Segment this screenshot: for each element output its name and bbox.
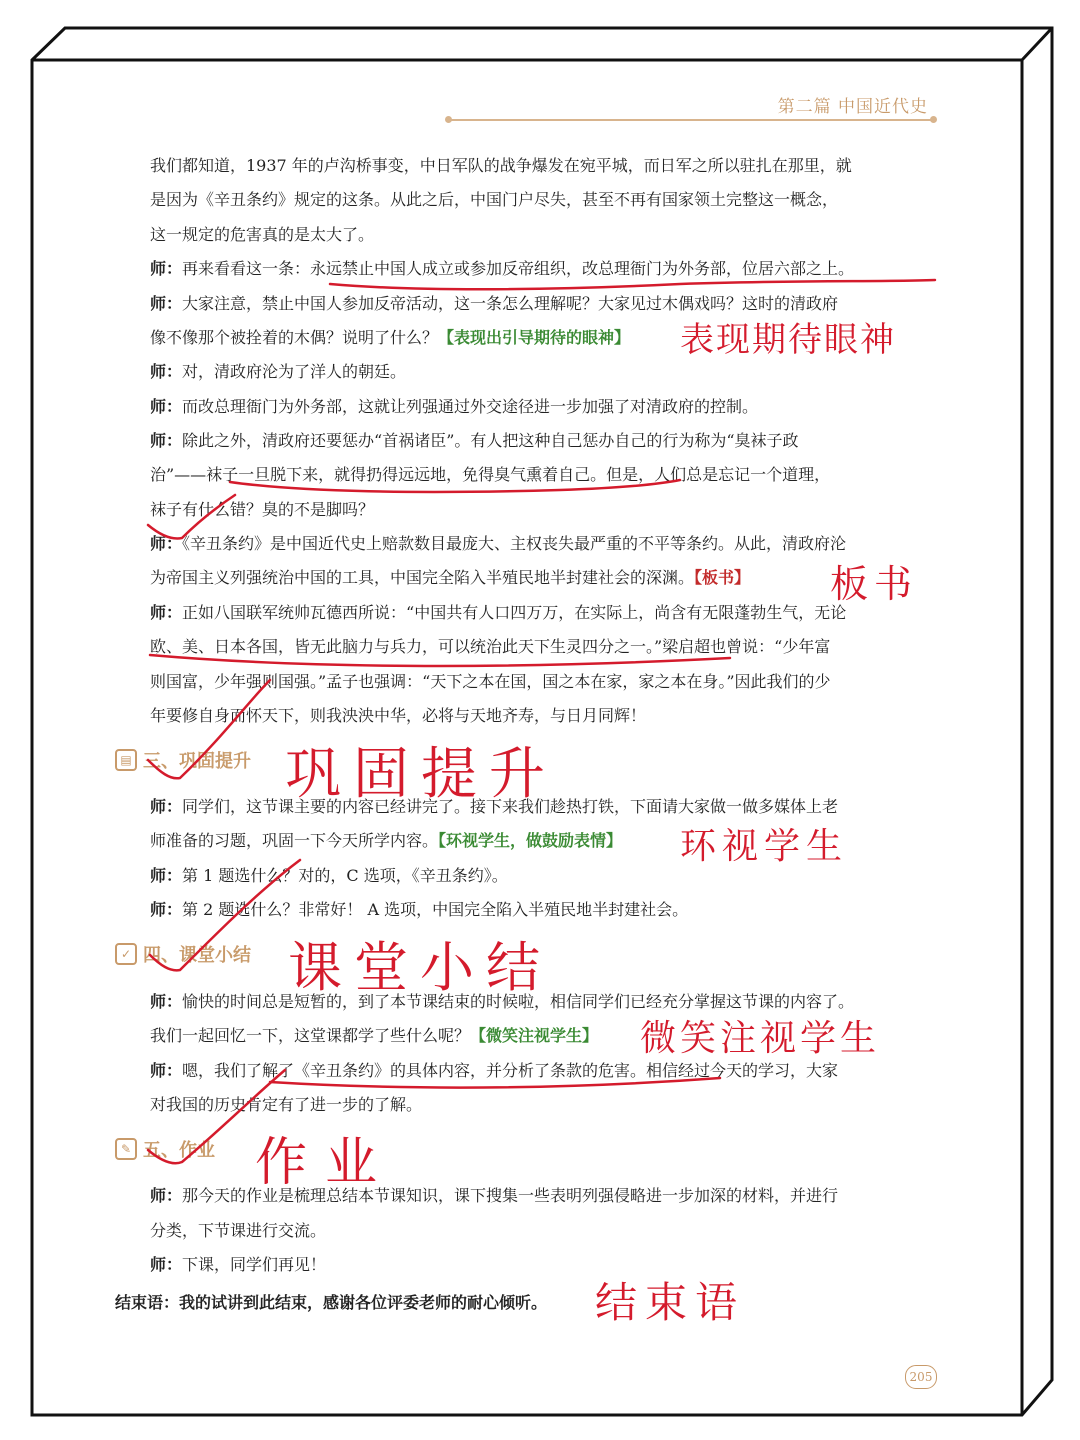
speaker-label: 师：	[150, 431, 183, 450]
handwritten-note: 巩固提升	[285, 742, 557, 807]
dialogue-line	[150, 362, 940, 382]
speaker-label: 师：	[150, 1061, 183, 1080]
speaker-label: 师：	[150, 534, 183, 553]
speaker-label: 师：	[150, 259, 183, 278]
section-heading-4	[115, 940, 251, 968]
speaker-label: 师：	[150, 603, 183, 622]
handwritten-note: 环视学生	[680, 826, 849, 867]
dialogue-line: 则国富，少年强则国强。”孟子也强调：“天下之本在国，国之本在家，家之本在身。”因此我们的少	[150, 672, 831, 691]
handwritten-note: 微笑注视学生	[640, 1018, 881, 1059]
speaker-label: 师：	[150, 294, 183, 313]
speaker-label: 师：	[150, 1186, 183, 1205]
dialogue-line	[150, 603, 940, 623]
section-icon: ▤	[115, 749, 137, 771]
speaker-label: 师：	[150, 992, 183, 1011]
section-title: 五、作业	[143, 1140, 215, 1161]
stage-note: 【表现出引导期待的眼神】	[438, 328, 631, 347]
homework-icon: ✎	[115, 1138, 137, 1160]
dialogue-text: 那今天的作业是梳理总结本节课知识，课下搜集一些表明列强侵略进一步加深的材料，并进行	[182, 1186, 839, 1205]
dialogue-line	[150, 534, 940, 554]
speaker-label: 师：	[150, 900, 183, 919]
speaker-label: 师：	[150, 797, 183, 816]
body-line: 这一规定的危害真的是太大了。	[150, 225, 375, 244]
dialogue-line: 年要修自身而怀天下，则我泱泱中华，必将与天地齐寿，与日月同辉！	[150, 706, 647, 725]
dialogue-text: 大家注意，禁止中国人参加反帝活动，这一条怎么理解呢？大家见过木偶戏吗？这时的清政府	[182, 294, 839, 313]
dialogue-line: 欧、美、日本各国，皆无此脑力与兵力，可以统治此天下生灵四分之一。”梁启超也曾说：“少年富	[150, 637, 831, 656]
dialogue-text: 嗯，我们了解了《辛丑条约》的具体内容，并分析了条款的危害。相信经过今天的学习，大家	[182, 1061, 839, 1080]
stage-note: 【微笑注视学生】	[470, 1026, 599, 1045]
speaker-label: 师：	[150, 866, 183, 885]
handwritten-note: 作业	[255, 1133, 396, 1193]
body-line: 是因为《辛丑条约》规定的这条。从此之后，中国门户尽失，甚至不再有国家领土完整这一概念，	[150, 190, 839, 209]
dialogue-text: 同学们，这节课主要的内容已经讲完了。接下来我们趁热打铁，下面请大家做一做多媒体上老	[182, 797, 839, 816]
dialogue-line	[150, 431, 940, 451]
stage-note: 【环视学生，做鼓励表情】	[438, 831, 623, 850]
dialogue-text: 师准备的习题，巩固一下今天所学内容。	[150, 831, 439, 850]
dialogue-text: 第 2 题选什么？非常好！ A 选项，中国完全陷入半殖民地半封建社会。	[182, 900, 689, 919]
dialogue-line: 治”——袜子一旦脱下来，就得扔得远远地，免得臭气熏着自己。但是，人们总是忘记一个道理，	[150, 465, 831, 484]
dialogue-text: 《辛丑条约》是中国近代史上赔款数目最庞大、主权丧失最严重的不平等条约。从此，清政府沦	[182, 534, 847, 553]
dialogue-line	[150, 900, 940, 920]
dialogue-line: 分类，下节课进行交流。	[150, 1221, 327, 1240]
stage-note: 【板书】	[694, 568, 751, 587]
dialogue-text: 下课，同学们再见！	[182, 1255, 327, 1274]
speaker-label: 师：	[150, 362, 183, 381]
section-title: 四、课堂小结	[143, 945, 251, 966]
check-icon: ✓	[115, 943, 137, 965]
speaker-label: 师：	[150, 1255, 183, 1274]
dialogue-line: 袜子有什么错？臭的不是脚吗？	[150, 500, 375, 519]
dialogue-line	[150, 866, 940, 886]
section-title: 三、巩固提升	[143, 751, 251, 772]
dialogue-text: 愉快的时间总是短暂的，到了本节课结束的时候啦，相信同学们已经充分掌握这节课的内容了。	[182, 992, 855, 1011]
dialogue-text: 为帝国主义列强统治中国的工具，中国完全陷入半殖民地半封建社会的深渊。	[150, 568, 695, 587]
dialogue-text: 而改总理衙门为外务部，这就让列强通过外交途径进一步加强了对清政府的控制。	[182, 397, 759, 416]
dialogue-line	[150, 259, 940, 279]
header-divider	[448, 119, 934, 121]
chapter-header: 第二篇 中国近代史	[777, 97, 928, 117]
handwritten-note: 板书	[830, 562, 919, 606]
dialogue-text: 像不像那个被拴着的木偶？说明了什么？	[150, 328, 439, 347]
dialogue-text: 我们一起回忆一下，这堂课都学了些什么呢？	[150, 1026, 471, 1045]
page-number: 205	[905, 1365, 937, 1389]
dialogue-text: 正如八国联军统帅瓦德西所说：“中国共有人口四万万，在实际上，尚含有无限蓬勃生气，无论	[182, 603, 847, 622]
section-heading-3	[115, 746, 251, 774]
dialogue-text: 第 1 题选什么？对的，C 选项，《辛丑条约》。	[182, 866, 508, 885]
speaker-label: 师：	[150, 397, 183, 416]
body-line: 我们都知道，1937 年的卢沟桥事变，中日军队的战争爆发在宛平城，而日军之所以驻扎在那里，就	[150, 156, 852, 175]
dialogue-line	[150, 397, 940, 417]
dialogue-text: 对，清政府沦为了洋人的朝廷。	[182, 362, 407, 381]
dialogue-line	[150, 294, 940, 314]
dialogue-text: 除此之外，清政府还要惩办“首祸诸臣”。有人把这种自己惩办自己的行为称为“臭袜子政	[182, 431, 799, 450]
section-heading-5	[115, 1135, 215, 1163]
handwritten-note: 结束语	[595, 1278, 746, 1327]
dialogue-line: 对我国的历史肯定有了进一步的了解。	[150, 1095, 423, 1114]
handwritten-note: 表现期待眼神	[680, 320, 896, 360]
dialogue-line	[150, 1061, 940, 1081]
handwritten-note: 课堂小结	[288, 936, 552, 999]
closing-statement: 结束语：我的试讲到此结束，感谢各位评委老师的耐心倾听。	[115, 1293, 548, 1312]
dialogue-line	[150, 1255, 940, 1275]
dialogue-line	[150, 568, 940, 588]
dialogue-text: 再来看看这一条：永远禁止中国人成立或参加反帝组织，改总理衙门为外务部，位居六部之上。	[182, 259, 855, 278]
